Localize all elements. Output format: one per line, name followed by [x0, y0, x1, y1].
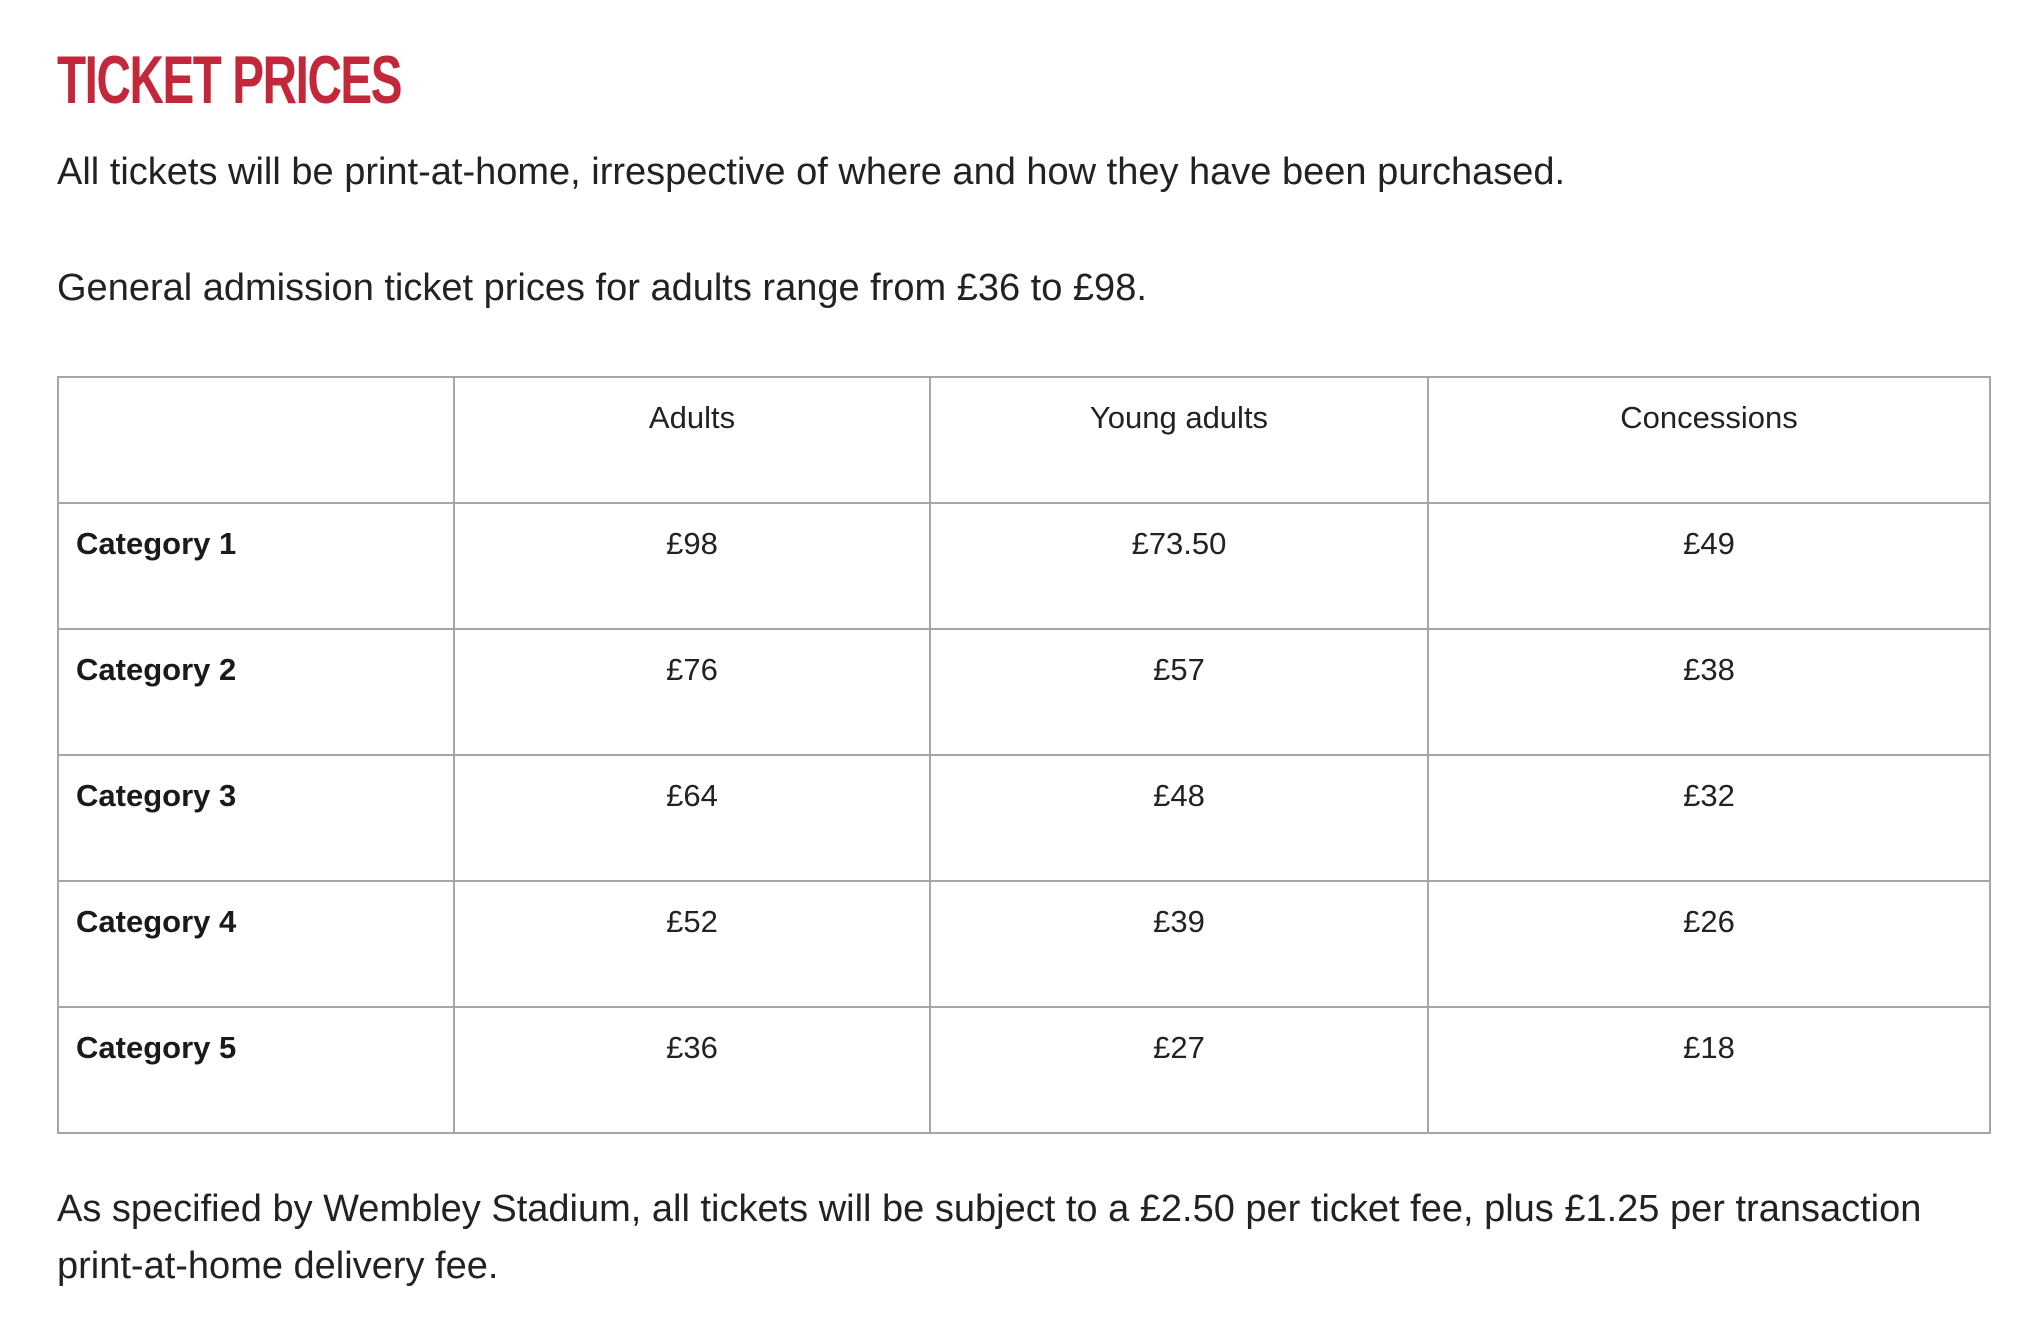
- row-label: Category 1: [76, 526, 237, 561]
- price-value: £73.50: [1131, 526, 1227, 561]
- row-label-cell: [58, 881, 454, 1007]
- price-value: £76: [666, 652, 718, 687]
- table-row: [58, 1007, 1990, 1133]
- price-cell-concessions: [1428, 503, 1990, 629]
- price-cell-concessions: [1428, 1007, 1990, 1133]
- table-row: [58, 629, 1990, 755]
- intro-paragraph-price-range: General admission ticket prices for adults range from £36 to £98.: [57, 267, 1147, 309]
- price-cell-adults: [454, 755, 930, 881]
- footer-fee-note: As specified by Wembley Stadium, all tickets will be subject to a £2.50 per ticket fee, plus £1.25 per transaction print-at-home delivery fee.: [57, 1188, 1922, 1287]
- price-cell-adults: [454, 1007, 930, 1133]
- price-cell-young-adults: [930, 629, 1428, 755]
- table-header-concessions-label: Concessions: [1620, 400, 1798, 435]
- price-value: £49: [1683, 526, 1735, 561]
- row-label: Category 2: [76, 652, 237, 687]
- price-cell-concessions: [1428, 755, 1990, 881]
- row-label-cell: [58, 629, 454, 755]
- row-label: Category 4: [76, 904, 237, 939]
- ticket-price-table: [57, 376, 1991, 1134]
- intro-paragraph-print-at-home: All tickets will be print-at-home, irrespective of where and how they have been purchased.: [57, 151, 1566, 193]
- price-value: £57: [1153, 652, 1205, 687]
- price-value: £48: [1153, 778, 1205, 813]
- table-row: [58, 881, 1990, 1007]
- price-cell-young-adults: [930, 755, 1428, 881]
- price-value: £32: [1683, 778, 1735, 813]
- price-value: £27: [1153, 1030, 1205, 1065]
- price-cell-adults: [454, 629, 930, 755]
- row-label-cell: [58, 755, 454, 881]
- price-cell-young-adults: [930, 881, 1428, 1007]
- price-cell-young-adults: [930, 503, 1428, 629]
- price-cell-concessions: [1428, 881, 1990, 1007]
- table-header-corner: [58, 377, 454, 503]
- price-value: £52: [666, 904, 718, 939]
- price-value: £39: [1153, 904, 1205, 939]
- price-value: £36: [666, 1030, 718, 1065]
- table-row: [58, 503, 1990, 629]
- price-cell-young-adults: [930, 1007, 1428, 1133]
- table-header-adults-label: Adults: [648, 400, 736, 435]
- page-title: TICKET PRICES: [57, 42, 402, 118]
- price-value: £38: [1683, 652, 1735, 687]
- price-value: £26: [1683, 904, 1735, 939]
- table-header-row: [58, 377, 1990, 503]
- price-value: £64: [666, 778, 718, 813]
- table-header-young-adults: [930, 377, 1428, 503]
- price-cell-concessions: [1428, 629, 1990, 755]
- row-label-cell: [58, 503, 454, 629]
- table-header-corner-label: [59, 378, 453, 399]
- price-cell-adults: [454, 503, 930, 629]
- table-header-young-adults-label: Young adults: [1089, 400, 1269, 435]
- row-label-cell: [58, 1007, 454, 1133]
- row-label: Category 5: [76, 1030, 237, 1065]
- price-value: £98: [666, 526, 718, 561]
- table-row: [58, 755, 1990, 881]
- table-header-adults: [454, 377, 930, 503]
- row-label: Category 3: [76, 778, 237, 813]
- table-header-concessions: [1428, 377, 1990, 503]
- price-cell-adults: [454, 881, 930, 1007]
- price-value: £18: [1683, 1030, 1735, 1065]
